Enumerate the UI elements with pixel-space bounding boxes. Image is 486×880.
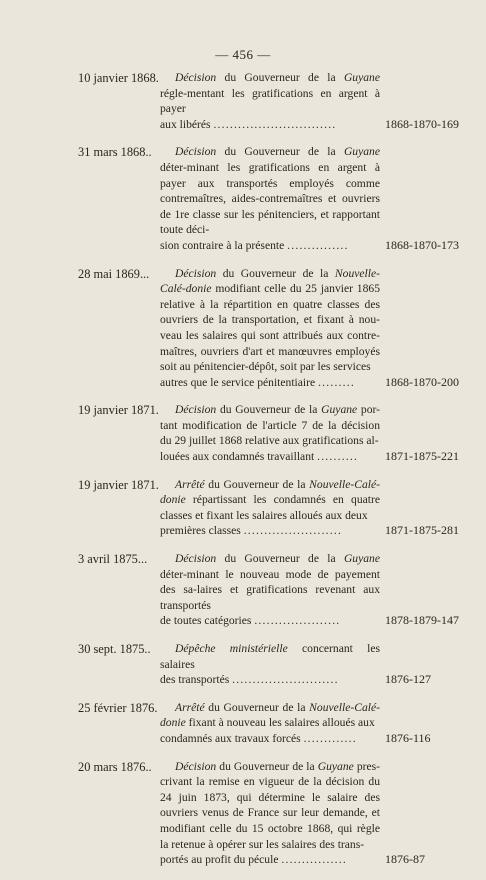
entry-date: 28 mai 1869... bbox=[78, 266, 150, 281]
entry-date: 30 sept. 1875.. bbox=[78, 642, 151, 656]
colony-name: Nouvelle-Calé-donie bbox=[160, 266, 380, 296]
entry-text bbox=[160, 266, 380, 391]
entry-text bbox=[160, 641, 380, 688]
leader-dots: .............................. bbox=[213, 117, 337, 131]
entry bbox=[0, 144, 486, 253]
entry bbox=[0, 551, 486, 629]
entry bbox=[0, 70, 486, 132]
entry-last-line bbox=[160, 375, 380, 391]
entry-description: portés au profit du pécule bbox=[160, 853, 282, 867]
entry-description: du Gouverneur de la bbox=[224, 145, 344, 159]
entry-text bbox=[160, 144, 380, 253]
colony-name: Guyane bbox=[343, 71, 380, 84]
page-number: — 456 — bbox=[215, 47, 271, 62]
colony-name: Guyane bbox=[317, 759, 354, 773]
entry-act-type: Décision bbox=[175, 71, 217, 84]
entry-description: du Gouverneur de la bbox=[219, 403, 322, 417]
entry-date: 19 janvier 1871. bbox=[78, 477, 159, 492]
entry-reference: 1876-87 bbox=[385, 852, 425, 867]
entry-date: 10 janvier 1868. bbox=[78, 71, 159, 85]
entry-last-line bbox=[160, 238, 380, 254]
leader-dots: .......... bbox=[317, 450, 359, 464]
entry-reference: 1876-116 bbox=[385, 730, 431, 745]
entry-description: modifiant celle du 25 janvier 1865 relative à la répartition en quatre classes des ouvriers de la transportation, et fixant à nou-veau les salaires qui sont attribués aux contre-maîtres, ouvriers d'art et manœuvres employés soit au pénitencier-dépôt, soit par les services bbox=[160, 282, 380, 374]
entry-description: du Gouverneur de la bbox=[208, 477, 310, 491]
colony-name: Guyane bbox=[343, 145, 380, 159]
entry-reference: 1871-1875-281 bbox=[385, 523, 459, 538]
entry-last-line bbox=[160, 523, 380, 539]
entry bbox=[0, 700, 486, 747]
entry-reference: 1871-1875-221 bbox=[385, 449, 459, 464]
entry-description: du Gouverneur de la bbox=[208, 700, 310, 714]
entry-act-type: Décision bbox=[175, 266, 217, 280]
leader-dots: ..................... bbox=[254, 614, 341, 628]
entry-description: du Gouverneur de la bbox=[224, 552, 344, 566]
entry bbox=[0, 402, 486, 464]
entry-last-line bbox=[160, 672, 380, 688]
leader-dots: ............. bbox=[303, 731, 357, 745]
entry-description: autres que le service pénitentiaire bbox=[160, 375, 319, 389]
entry-reference: 1868-1870-173 bbox=[385, 237, 459, 252]
entry-reference: 1868-1870-200 bbox=[385, 374, 459, 389]
entry-act-type: Arrêté bbox=[175, 477, 205, 491]
entry-last-line bbox=[160, 117, 380, 133]
entry bbox=[0, 759, 486, 868]
entry-date: 3 avril 1875... bbox=[78, 552, 148, 567]
entry-description: aux libérés bbox=[160, 117, 214, 131]
entry-description: déter-minant les gratifications en argent à payer aux transportés employés comme contremaîtres, aides-contremaîtres et ouvriers de 1re classe sur les pénitenciers, et rapportant toute déci- bbox=[160, 160, 380, 237]
entry-act-type: Décision bbox=[175, 145, 217, 159]
leader-dots: ............... bbox=[287, 238, 349, 252]
entry-text bbox=[160, 70, 380, 132]
entry-description: premières classes bbox=[160, 524, 244, 538]
entry-description: sion contraire à la présente bbox=[160, 238, 288, 252]
entry-date: 31 mars 1868.. bbox=[78, 145, 152, 160]
entry-description: des transportés bbox=[160, 673, 233, 687]
entry-act-type: Arrêté bbox=[175, 700, 205, 714]
leader-dots: ......... bbox=[318, 375, 355, 389]
entry-text bbox=[160, 551, 380, 629]
colony-name: Guyane bbox=[321, 403, 358, 417]
leader-dots: .......................... bbox=[232, 673, 339, 687]
entry-last-line bbox=[160, 731, 380, 747]
colony-name: Nouvelle-Calé-donie bbox=[160, 700, 380, 730]
entry-act-type: Décision bbox=[175, 759, 217, 773]
entry bbox=[0, 266, 486, 391]
entry-last-line bbox=[160, 852, 380, 868]
entry-description: déter-minant le nouveau mode de payement des sa-laires et gratifications revenant aux transportés bbox=[160, 567, 380, 612]
colony-name: Nouvelle-Calé-donie bbox=[160, 477, 380, 507]
entry-description: régle-mentant les gratifications en argent à payer bbox=[160, 86, 380, 116]
entry bbox=[0, 477, 486, 539]
entry-text bbox=[160, 477, 380, 539]
entry-description: louées aux condamnés travaillant bbox=[160, 450, 318, 464]
entry-description: répartissant les condamnés en quatre classes et fixant les salaires alloués aux deux bbox=[160, 493, 380, 522]
entry-text bbox=[160, 759, 380, 868]
entry-description: fixant à nouveau les salaires alloués aux bbox=[185, 716, 375, 730]
entry-last-line bbox=[160, 613, 380, 629]
entry-list bbox=[0, 70, 486, 880]
entry-date: 19 janvier 1871. bbox=[78, 403, 159, 418]
entry-reference: 1878-1879-147 bbox=[385, 613, 459, 628]
entry-description: de toutes catégories bbox=[160, 614, 255, 628]
entry-last-line bbox=[160, 449, 380, 465]
colony-name: Guyane bbox=[343, 552, 380, 566]
entry-text bbox=[160, 402, 380, 464]
entry-description: pres-crivant la remise en vigueur de la décision du 24 juin 1873, qui détermine le salaire des ouvriers venus de France sur leur demande, et modifiant celle du 15 octobre 1868, qui règle la retenue à opérer sur les salaires des trans- bbox=[160, 759, 380, 851]
leader-dots: ................ bbox=[281, 853, 347, 867]
entry-act-type: Décision bbox=[175, 552, 217, 566]
entry-description: du Gouverneur de la bbox=[219, 759, 318, 773]
entry-description: concernant les salaires bbox=[160, 642, 380, 671]
entry-reference: 1876-127 bbox=[385, 672, 431, 687]
entry-description: por-tant modification de l'article 7 de la décision du 29 juillet 1868 relative aux gratifications al- bbox=[160, 403, 380, 448]
entry-date: 20 mars 1876.. bbox=[78, 759, 152, 774]
entry-description: du Gouverneur de la bbox=[222, 266, 335, 280]
entry-act-type: Décision bbox=[175, 403, 217, 417]
entry bbox=[0, 641, 486, 688]
leader-dots: ........................ bbox=[243, 524, 343, 538]
entry-reference: 1868-1870-169 bbox=[385, 116, 459, 131]
entry-act-type: Dépêche ministérielle bbox=[175, 642, 288, 655]
entry-date: 25 février 1876. bbox=[78, 700, 158, 715]
entry-description: du Gouverneur de la bbox=[224, 71, 344, 84]
entry-description: condamnés aux travaux forcés bbox=[160, 731, 304, 745]
entry-text bbox=[160, 700, 380, 747]
